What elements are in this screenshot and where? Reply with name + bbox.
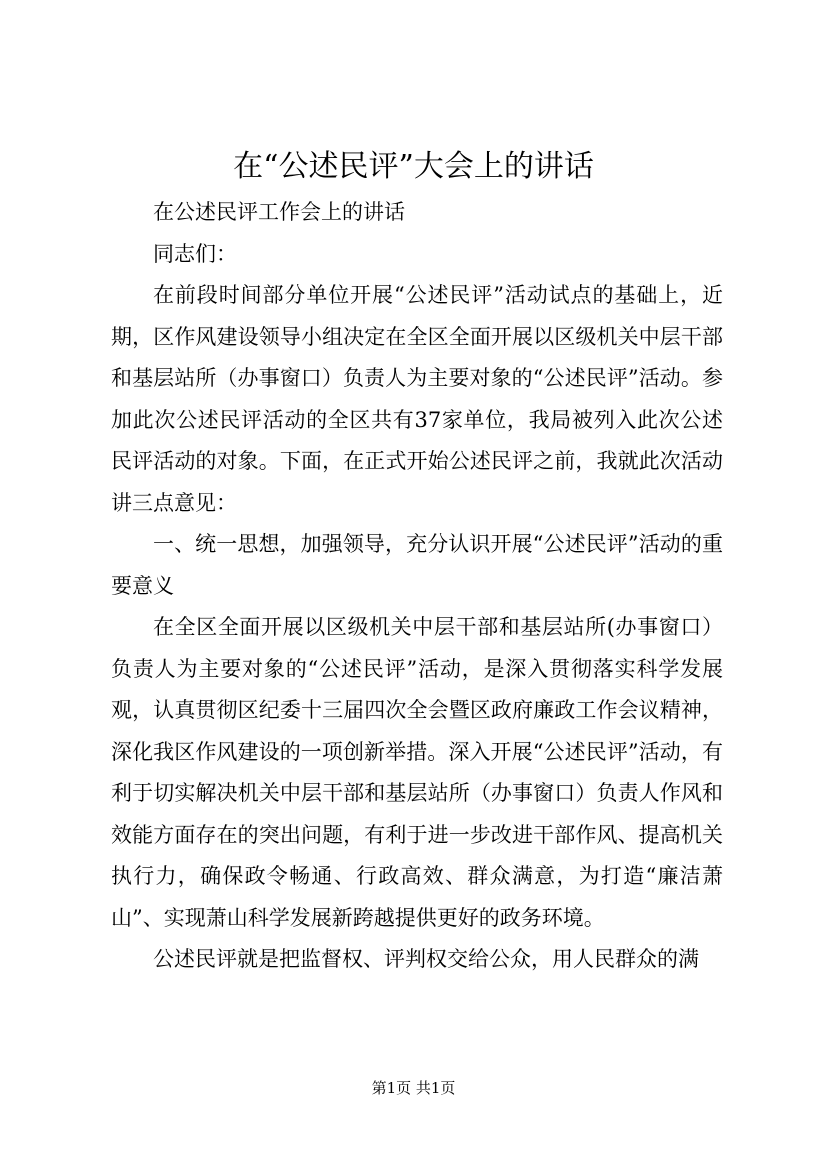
salutation-paragraph: 同志们：: [153, 241, 237, 266]
document-title: 在“公述民评”大会上的讲话: [233, 149, 594, 184]
section-1-paragraph: 在全区全面开展以区级机关中层干部和基层站所(办事窗口）负责人为主要对象的“公述民评”活动，是深入贯彻落实科学发展观，认真贯彻区纪委十三届四次全会暨区政府廉政工作会议精神，深化我区作风建设的一项创新举措。深入开展“公述民评”活动，有利于切实解决机关中层干部和基层站所（办事窗口）负责人作风和效能方面存在的突出问题，有利于进一步改进干部作风、提高机关执行力，确保政令畅通、行政高效、群众满意，为打造“廉洁萧山”、实现萧山科学发展新跨越提供更好的政务环境。: [111, 615, 723, 930]
page-footer: 第1页 共1页: [371, 1079, 456, 1097]
section-1-paragraph-continued: 公述民评就是把监督权、评判权交给公众，用人民群众的满: [153, 947, 699, 971]
document-body: [111, 192, 723, 981]
subtitle-paragraph: 在公述民评工作会上的讲话: [153, 200, 405, 224]
intro-paragraph: 在前段时间部分单位开展“公述民评”活动试点的基础上，近期，区作风建设领导小组决定在全区全面开展以区级机关中层干部和基层站所（办事窗口）负责人为主要对象的“公述民评”活动。参加此次公述民评活动的全区共有37家单位，我局被列入此次公述民评活动的对象。下面，在正式开始公述民评之前，我就此次活动讲三点意见：: [111, 283, 723, 515]
section-heading-1: 一、统一思想，加强领导，充分认识开展“公述民评”活动的重要意义: [111, 532, 723, 598]
